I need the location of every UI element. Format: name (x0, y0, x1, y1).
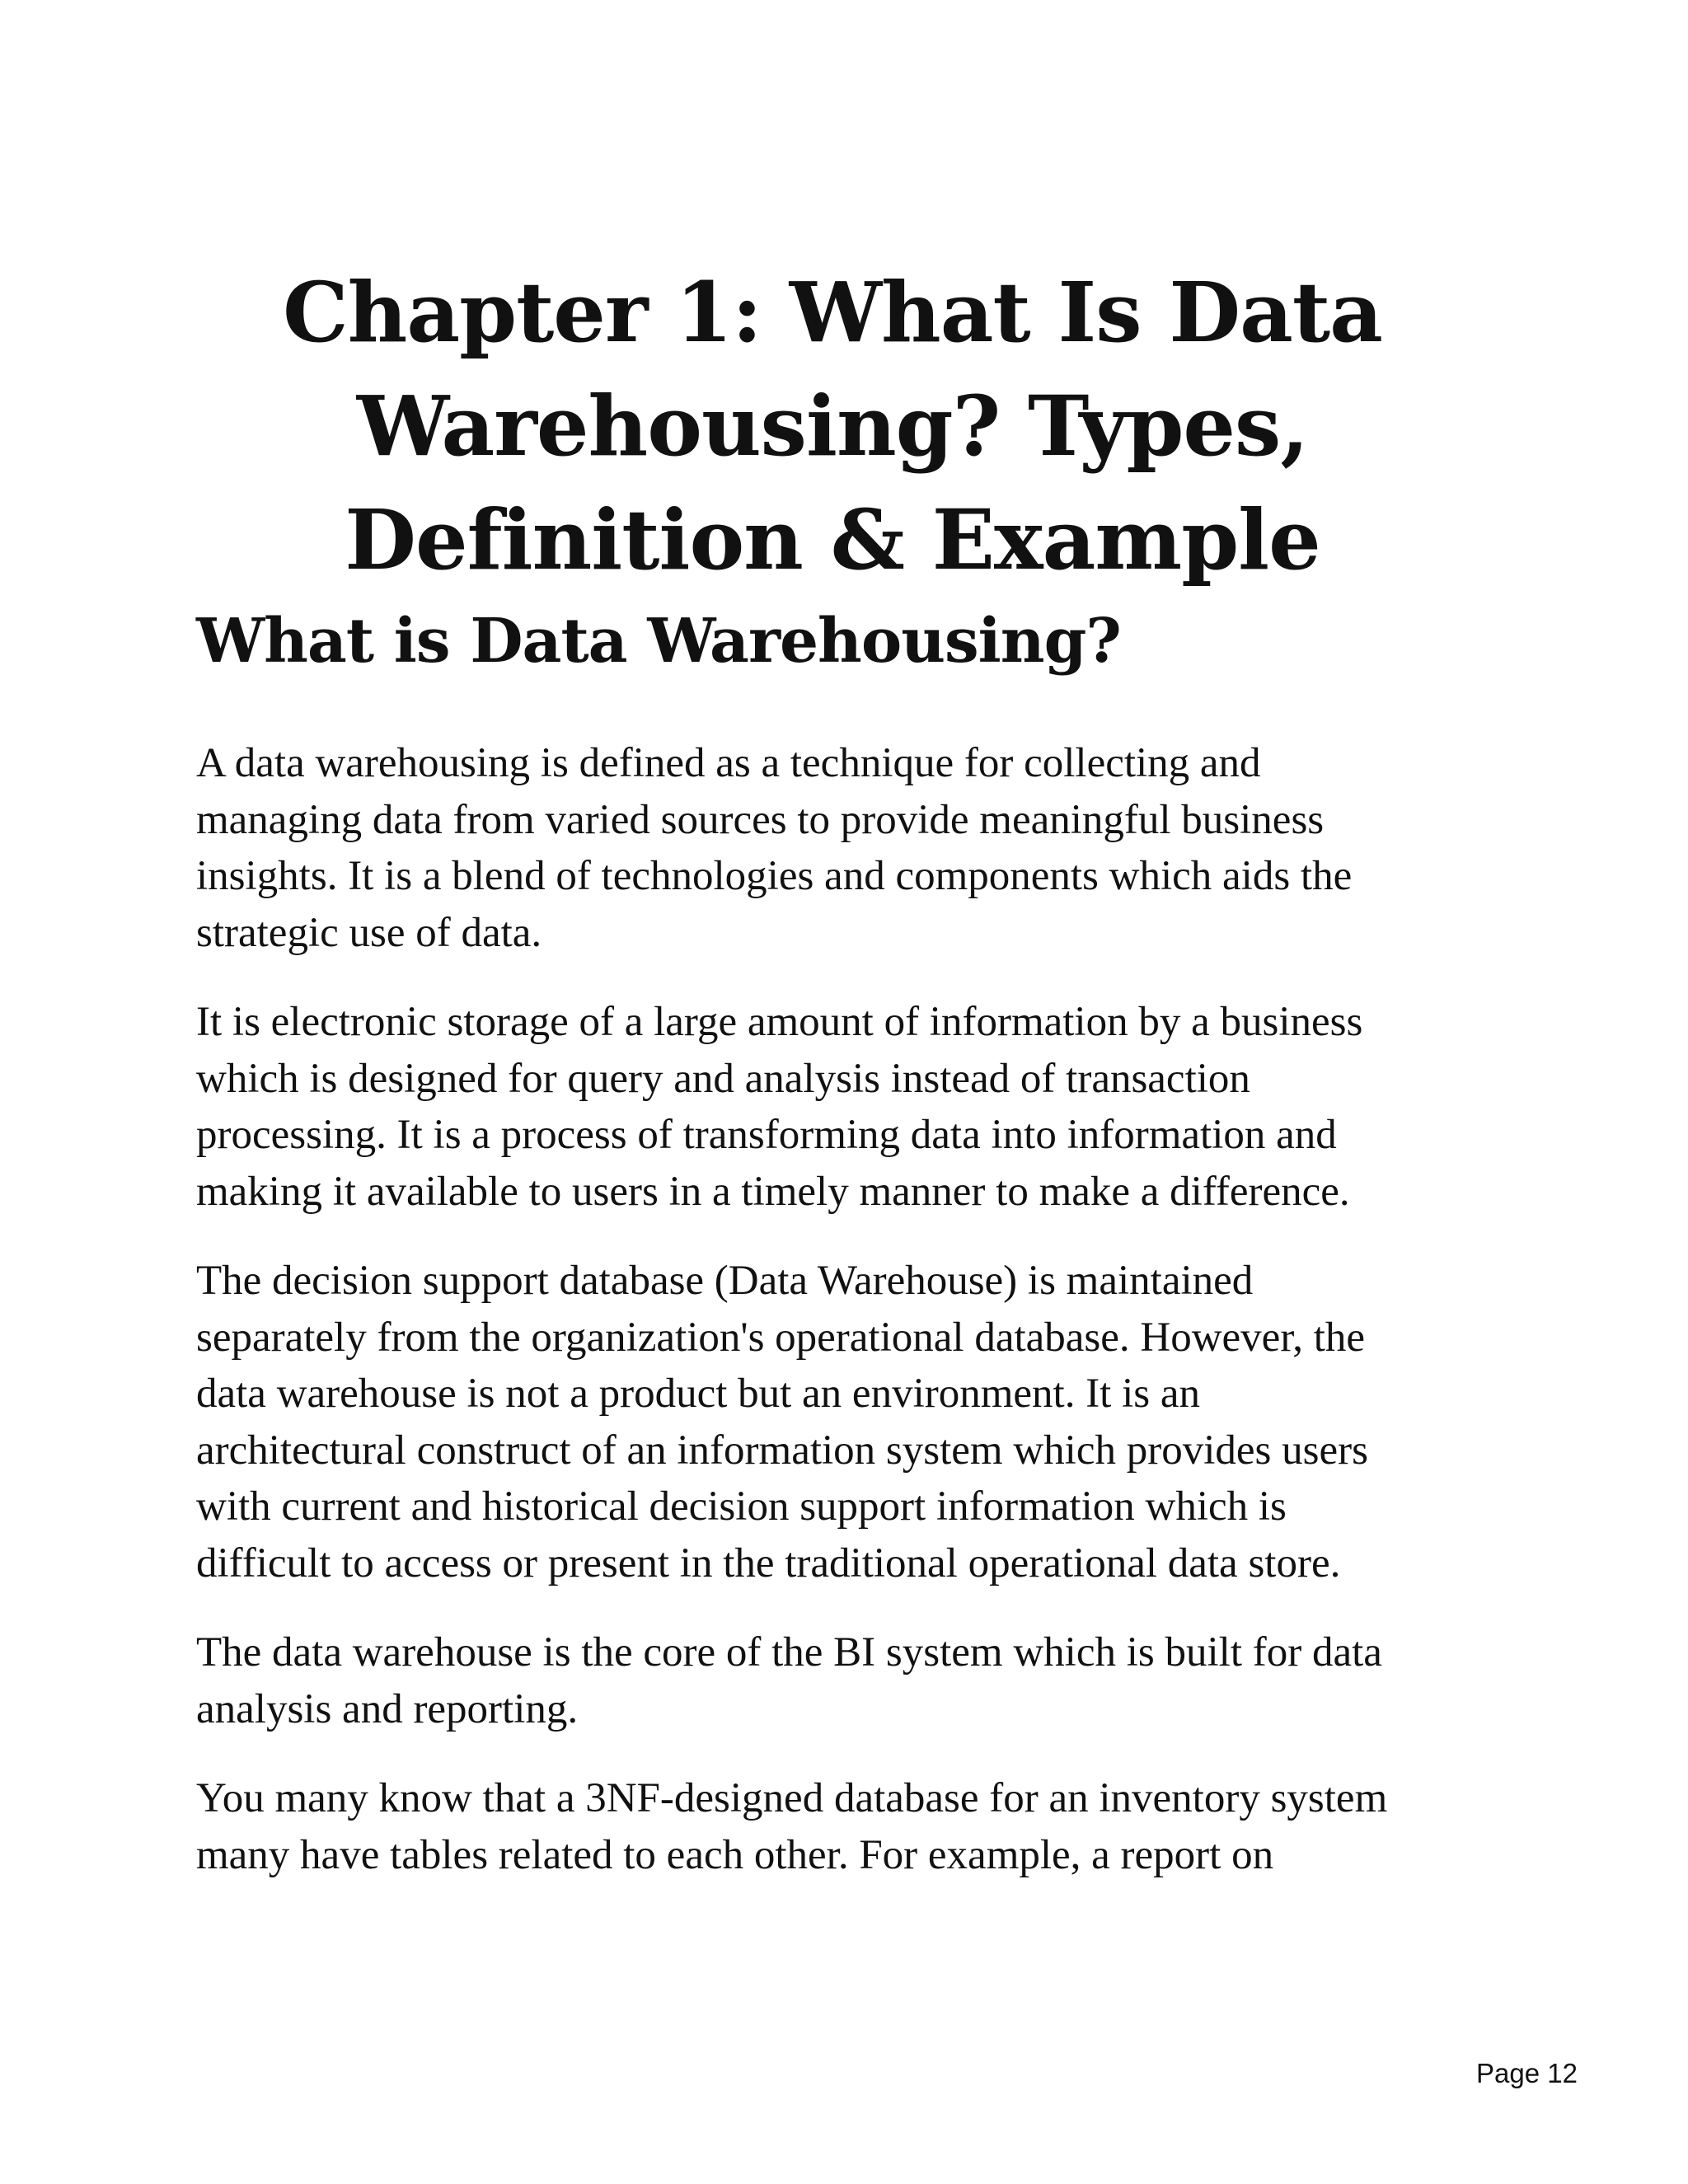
text-line: with current and historical decision support information which is (196, 1483, 1287, 1530)
text-line: strategic use of data. (196, 909, 542, 956)
text-line: insights. It is a blend of technologies and components which aids the (196, 853, 1353, 899)
text-line: separately from the organization's operational database. However, the (196, 1314, 1366, 1361)
chapter-title-line: Chapter 1: What Is Data (283, 264, 1382, 361)
text-line: processing. It is a process of transforming data into information and (196, 1112, 1337, 1158)
section-title: What is Data Warehousing? (196, 606, 1121, 677)
text-line: data warehouse is not a product but an environment. It is an (196, 1371, 1200, 1417)
chapter-title-line: Warehousing? Types, (356, 377, 1309, 475)
text-line: analysis and reporting. (196, 1685, 579, 1732)
paragraph-electronic-storage (196, 994, 1482, 1220)
paragraph-3nf-example (196, 1770, 1482, 1883)
text-line: A data warehousing is defined as a technique for collecting and (196, 740, 1261, 786)
body-text (196, 735, 1482, 1916)
text-line: managing data from varied sources to provide meaningful business (196, 796, 1325, 843)
text-line: It is electronic storage of a large amount of information by a business (196, 999, 1363, 1045)
text-line: which is designed for query and analysis instead of transaction (196, 1055, 1250, 1102)
text-line: difficult to access or present in the traditional operational data store. (196, 1540, 1341, 1586)
paragraph-definition (196, 735, 1482, 961)
text-line: many have tables related to each other. For example, a report on (196, 1831, 1274, 1878)
text-line: making it available to users in a timely manner to make a difference. (196, 1168, 1350, 1215)
paragraph-decision-support (196, 1253, 1482, 1591)
paragraph-bi-core (196, 1624, 1482, 1737)
chapter-title-line: Definition & Example (345, 491, 1320, 588)
page-number: Page 12 (1476, 2058, 1578, 2088)
text-line: The decision support database (Data Warehouse) is maintained (196, 1258, 1254, 1304)
text-line: The data warehouse is the core of the BI system which is built for data (196, 1629, 1382, 1675)
text-line: You many know that a 3NF-designed database for an inventory system (196, 1775, 1388, 1821)
text-line: architectural construct of an information system which provides users (196, 1427, 1368, 1474)
chapter-title (247, 255, 1418, 597)
